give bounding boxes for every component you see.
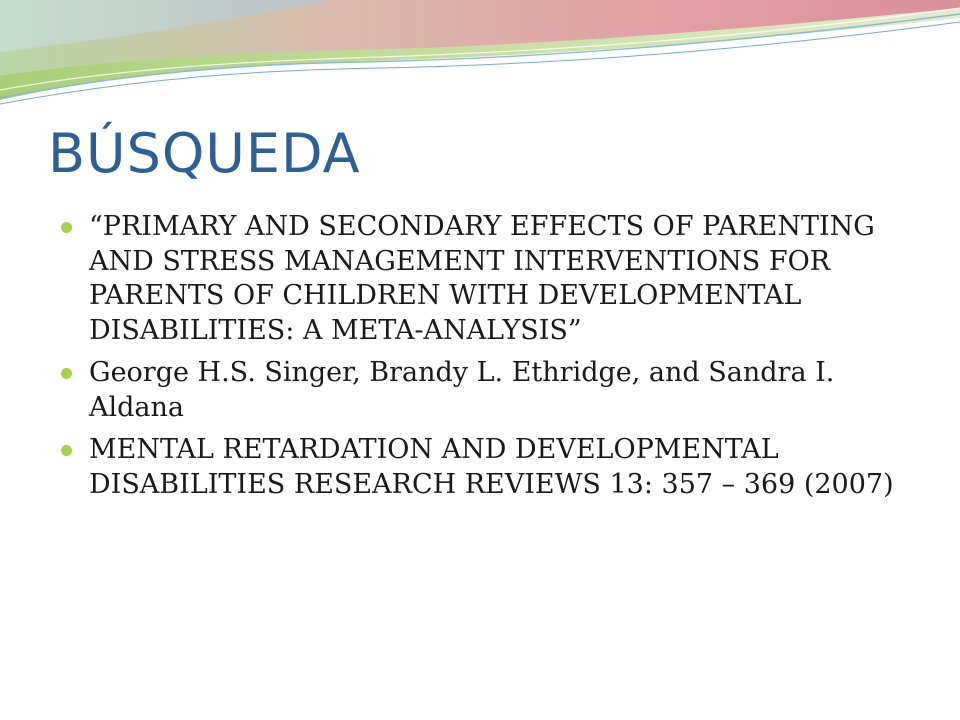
bullet-dot-icon [61,368,72,379]
bullet-text: George H.S. Singer, Brandy L. Ethridge, and Sandra I. Aldana [89,357,835,423]
header-wave-decoration [0,0,960,110]
bullet-item [60,210,900,348]
bullet-text: “PRIMARY AND SECONDARY EFFECTS OF PARENTING AND STRESS MANAGEMENT INTERVENTIONS FOR PARENTS OF CHILDREN WITH DEVELOPMENTAL DISABILITIES: A META-ANALYSIS” [89,211,875,346]
bullet-dot-icon [61,445,72,456]
bullet-item [60,433,900,502]
slide-title: BÚSQUEDA [48,122,361,185]
bullet-list [60,210,900,510]
bullet-dot-icon [61,222,72,233]
bullet-text: MENTAL RETARDATION AND DEVELOPMENTAL DISABILITIES RESEARCH REVIEWS 13: 357 – 369 (2007) [89,434,894,500]
bullet-item [60,356,900,425]
